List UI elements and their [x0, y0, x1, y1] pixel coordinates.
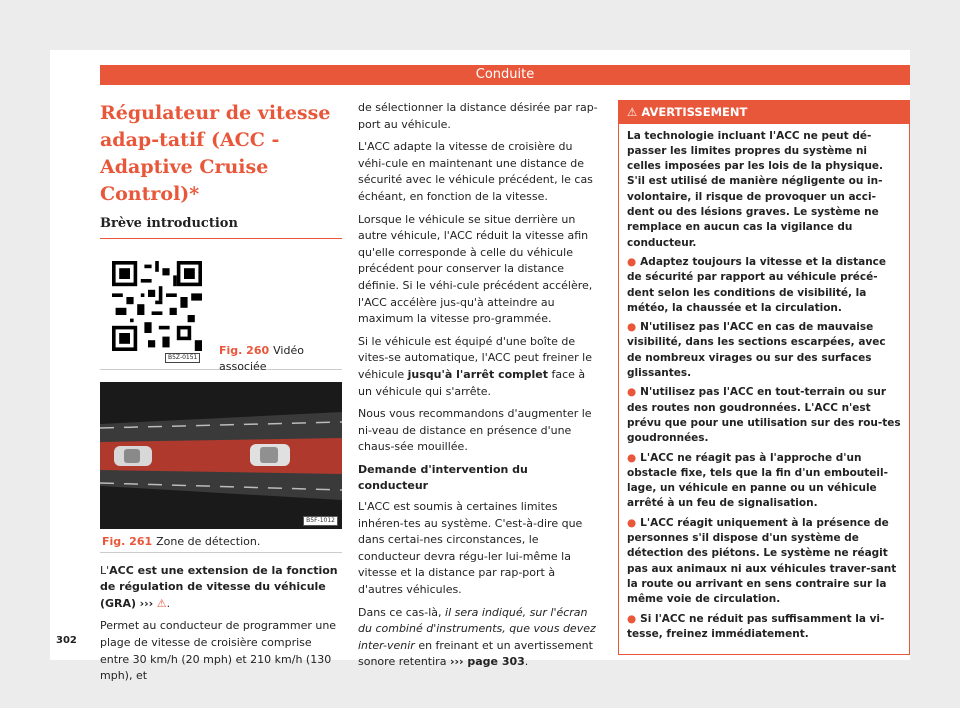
warning-triangle-icon[interactable]: ⚠ — [156, 596, 167, 610]
figure-caption-text: Vidéo associée — [219, 343, 304, 374]
text: . — [524, 655, 529, 669]
chapter-header: Conduite — [100, 65, 910, 85]
bullet-text: L'ACC réagit uniquement à la présence de personnes s'il dispose d'un système de détection des piétons. Le système ne réagit pas aux animaux ni aux véhicules traver-sant la route ou arrivant en sens contraire sur la même voie de circulation. — [627, 516, 897, 606]
warning-body — [619, 124, 909, 655]
bullet-text: Adaptez toujours la vitesse et la distance de sécurité par rapport au véhicule précé-dent selon les conditions de visibilité, la météo, la chaussée et la circulation. — [627, 255, 887, 314]
text: Si le véhicule est équipé d'une boîte de vites-se automatique, l'ACC peut freiner le véhicule — [358, 334, 592, 381]
cross-ref-arrows[interactable]: ››› — [139, 596, 154, 610]
page-title: Régulateur de vitesse adap-tatif (ACC - Adaptive Cruise Control)* — [100, 102, 331, 205]
warning-heading — [619, 101, 909, 124]
qr-code-icon — [112, 261, 202, 351]
warning-heading-text: AVERTISSEMENT — [641, 105, 748, 119]
paragraph: de sélectionner la distance désirée par rap-port au véhicule. — [358, 101, 598, 131]
paragraph — [358, 334, 600, 400]
paragraph: L'ACC adapte la vitesse de croisière du véhi-cule en maintenant une distance de sécurité avec le véhicule précédent, le cas échéant, en fonction de la vitesse. — [358, 140, 593, 203]
paragraph — [358, 605, 600, 671]
figure-caption — [219, 343, 342, 376]
intro-prefix: L' — [100, 563, 110, 577]
warning-bullet — [627, 320, 901, 381]
paragraph: Lorsque le véhicule se situe derrière un autre véhicule, l'ACC réduit la vitesse afin qu'elle corresponde à celle du véhicule précédent pour conserver la distance définie. Si le véhi-cule précédent accélère, l'ACC accélère jus-qu'à atteindre au maximum la vitesse pro-grammée. — [358, 212, 593, 326]
bullet-icon: ● — [627, 451, 637, 464]
warning-bullet — [627, 516, 901, 608]
figure-caption — [102, 534, 260, 551]
column-right — [618, 100, 910, 655]
bullet-text: N'utilisez pas l'ACC en cas de mauvaise visibilité, dans les sections escarpées, avec de nombreux virages ou sur des surfaces glissantes. — [627, 321, 886, 380]
intro-paragraph — [100, 563, 342, 613]
bullet-text: N'utilisez pas l'ACC en tout-terrain ou sur des routes non goudronnées. L'ACC n'est prévu que pour une utilisation sur des rou-tes goudronnées. — [627, 386, 901, 445]
warning-intro: La technologie incluant l'ACC ne peut dé-passer les limites propres du système ni celles imposées par les lois de la physique. S'il est utilisé de manière négligente ou in-volontaire, il risque de provoquer un acci-dent ou des lésions graves. Le système ne remplace en aucun cas la vigilance du conducteur. — [627, 129, 884, 249]
bullet-icon: ● — [627, 386, 637, 399]
section-heading: Demande d'intervention du conducteur — [358, 462, 528, 493]
bullet-icon: ● — [627, 516, 637, 529]
paragraph: Nous vous recommandons d'augmenter le ni-veau de distance en présence d'une chaus-sée mouillée. — [358, 407, 592, 454]
warning-bullet — [627, 612, 901, 643]
text: face à un véhicule qui s'arrête. — [358, 367, 586, 398]
figure-number: Fig. 260 — [219, 343, 270, 357]
paragraph: L'ACC est soumis à certaines limites inhéren-tes au système. C'est-à-dire que dans certai-nes circonstances, le conducteur devra régu-ler lui-même la vitesse et la distance par rap-port à d'autres véhicules. — [358, 500, 583, 597]
bold-text: jusqu'à l'arrêt complet — [407, 367, 548, 381]
intro-bold: ACC est une extension de la fonction de régulation de vitesse du véhicule (GRA) — [100, 563, 338, 610]
page-link[interactable]: ››› page 303 — [449, 655, 525, 669]
warning-triangle-icon: ⚠ — [627, 105, 638, 119]
figure-number: Fig. 261 — [102, 534, 153, 548]
bullet-icon: ● — [627, 612, 637, 625]
bullet-text: Si l'ACC ne réduit pas suffisamment la vi-tesse, freinez immédiatement. — [627, 612, 885, 640]
bullet-icon: ● — [627, 255, 637, 268]
road-illustration — [100, 382, 342, 529]
figure-260 — [100, 247, 342, 374]
paragraph: Permet au conducteur de programmer une plage de vitesse de croisière comprise entre 30 km/h (20 mph) et 210 km/h (130 mph), et — [100, 619, 337, 683]
column-middle — [358, 100, 600, 677]
figure-code: B5Z-0151 — [165, 353, 200, 363]
italic-text: il sera indiqué, sur l'écran du combiné d'instruments, que vous devez inter-venir — [358, 605, 596, 652]
figure-caption-text: Zone de détection. — [156, 534, 261, 548]
figure-261 — [100, 382, 342, 553]
warning-bullet — [627, 255, 901, 316]
figure-code: B5F-1012 — [303, 516, 338, 526]
intro-end: . — [166, 596, 171, 610]
warning-bullet — [627, 451, 901, 512]
column-left — [100, 100, 342, 691]
page — [50, 50, 910, 683]
bullet-icon: ● — [627, 321, 637, 334]
warning-bullet — [627, 385, 901, 446]
section-subtitle: Brève introduction — [100, 216, 342, 239]
text: en freinant et un avertissement sonore retentira — [358, 638, 593, 669]
detection-zone-illustration — [100, 382, 342, 529]
warning-box — [618, 100, 910, 655]
bullet-text: L'ACC ne réagit pas à l'approche d'un obstacle fixe, tels que la fin d'un embouteil-lage, un véhicule en panne ou un véhicule arrêté à un feu de signalisation. — [627, 451, 888, 510]
page-number: 302 — [56, 635, 77, 646]
text: Dans ce cas-là, — [358, 605, 446, 619]
